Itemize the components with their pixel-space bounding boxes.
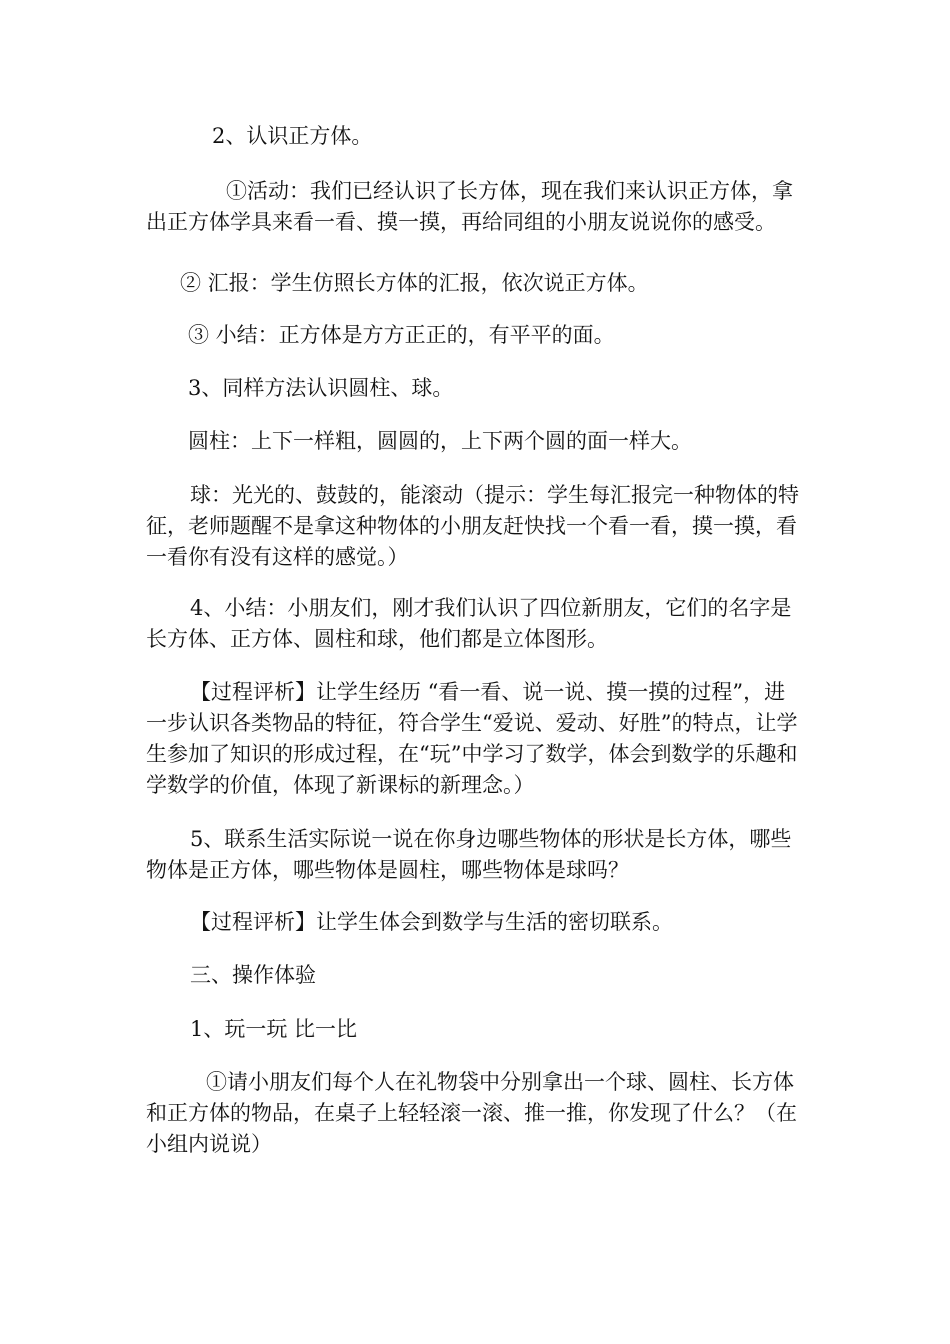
paragraph-cylinder: 圆柱：上下一样粗，圆圆的，上下两个圆的面一样大。 xyxy=(188,429,692,453)
paragraph-report: ② 汇报：学生仿照长方体的汇报，依次说正方体。 xyxy=(180,271,649,295)
paragraph-evaluation-2: 【过程评析】让学生体会到数学与生活的密切联系。 xyxy=(190,910,673,934)
paragraph-heading-play: 1、玩一玩 比一比 xyxy=(190,1017,358,1041)
paragraph-item-5: 5、联系生活实际说一说在你身边哪些物体的形状是长方体，哪些物体是正方体，哪些物体是圆柱，哪些物体是球吗？ xyxy=(146,827,792,882)
paragraph-heading-3: 3、同样方法认识圆柱、球。 xyxy=(188,376,454,400)
paragraph-heading-2: 2、认识正方体。 xyxy=(212,124,373,148)
paragraph-sphere: 球：光光的、鼓鼓的，能滚动（提示：学生每汇报完一种物体的特征，老师题醒不是拿这种物体的小朋友赶快找一个看一看，摸一摸，看一看你有没有这样的感觉。） xyxy=(146,483,799,569)
paragraph-play-activity: ①请小朋友们每个人在礼物袋中分别拿出一个球、圆柱、长方体和正方体的物品，在桌子上轻轻滚一滚、推一推，你发现了什么？（在小组内说说） xyxy=(146,1070,797,1156)
section-heading-3: 三、操作体验 xyxy=(190,963,316,987)
paragraph-evaluation-1: 【过程评析】让学生经历 “看一看、说一说、摸一摸的过程”，进一步认识各类物品的特征，符合学生“爱说、爱动、好胜”的特点，让学生参加了知识的形成过程，在“玩”中学习了数学，体会到数学的乐趣和学数学的价值，体现了新课标的新理念。） xyxy=(146,680,798,797)
paragraph-summary-cube: ③ 小结：正方体是方方正正的，有平平的面。 xyxy=(188,323,615,347)
paragraph-activity: ①活动：我们已经认识了长方体，现在我们来认识正方体，拿出正方体学具来看一看、摸一摸，再给同组的小朋友说说你的感受。 xyxy=(146,179,793,234)
paragraph-summary-4: 4、小结：小朋友们，刚才我们认识了四位新朋友，它们的名字是长方体、正方体、圆柱和球，他们都是立体图形。 xyxy=(146,596,792,651)
